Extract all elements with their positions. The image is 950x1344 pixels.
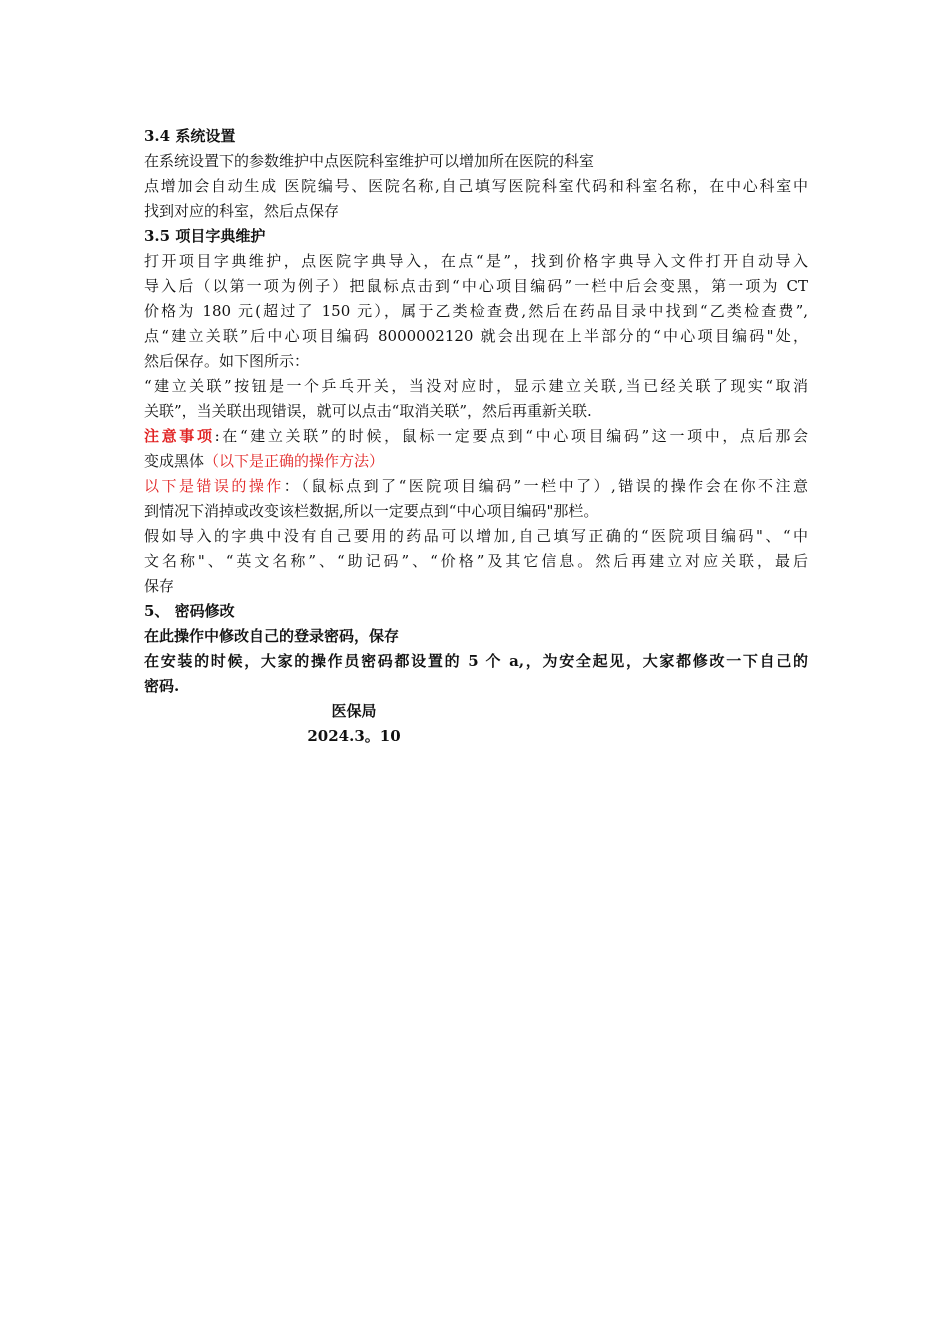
section-3-5-paragraph-1-line-3: 价格为 180 元(超过了 150 元），属于乙类检查费,然后在药品目录中找到“乙类检查费”, bbox=[144, 302, 808, 320]
wrong-operation-label: 以下是错误的操作 bbox=[144, 477, 284, 495]
section-5-paragraph-2-line-2: 密码. bbox=[144, 677, 180, 695]
section-3-5-paragraph-2-line-1: “建立关联”按钮是一个乒乓开关，当没对应时，显示建立关联,当已经关联了现实“取消 bbox=[144, 377, 808, 395]
signature-date: 2024.3。10 bbox=[307, 727, 401, 745]
section-3-5-heading: 3.5 项目字典维护 bbox=[144, 227, 266, 245]
section-3-4-paragraph-2-line-2: 找到对应的科室，然后点保存 bbox=[144, 202, 340, 220]
add-entry-line-1: 假如导入的字典中没有自己要用的药品可以增加,自己填写正确的“医院项目编码"、“中 bbox=[144, 527, 808, 545]
wrong-operation-line-1 bbox=[144, 474, 808, 499]
note-correct-method: （以下是正确的操作方法） bbox=[204, 452, 385, 470]
wrong-operation-line-2: 到情况下消掉或改变该栏数据,所以一定要点到“中心项目编码"那栏。 bbox=[144, 502, 599, 520]
document-body bbox=[144, 124, 808, 749]
section-3-5-paragraph-1-line-4: 点“建立关联”后中心项目编码 8000002120 就会出现在上半部分的“中心项目编码"处， bbox=[144, 327, 808, 345]
section-5-heading: 5、 密码修改 bbox=[144, 602, 235, 620]
section-3-5-paragraph-1-line-2: 导入后（以第一项为例子）把鼠标点击到“中心项目编码”一栏中后会变黑，第一项为 CT bbox=[144, 277, 808, 295]
signature-org: 医保局 bbox=[331, 702, 377, 720]
note-line-1 bbox=[144, 424, 808, 449]
section-5-paragraph-1: 在此操作中修改自己的登录密码，保存 bbox=[144, 627, 400, 645]
section-3-4-paragraph-2-line-1: 点增加会自动生成 医院编号、医院名称,自己填写医院科室代码和科室名称，在中心科室中 bbox=[144, 177, 808, 195]
note-text-continued: 变成黑体 bbox=[144, 452, 205, 470]
note-text: :在“建立关联”的时候，鼠标一定要点到“中心项目编码”这一项中，点后那会 bbox=[214, 427, 808, 445]
section-3-4-paragraph-1: 在系统设置下的参数维护中点医院科室维护可以增加所在医院的科室 bbox=[144, 152, 595, 170]
note-line-2 bbox=[144, 449, 808, 474]
add-entry-line-2: 文名称"、“英文名称”、“助记码”、“价格”及其它信息。然后再建立对应关联，最后 bbox=[144, 552, 808, 570]
section-3-5-paragraph-1-line-5: 然后保存。如下图所示： bbox=[144, 352, 310, 370]
section-5-paragraph-2-line-1: 在安装的时候，大家的操作员密码都设置的 5 个 a,，为安全起见，大家都修改一下自己的 bbox=[144, 652, 808, 670]
add-entry-line-3: 保存 bbox=[144, 577, 175, 595]
note-label: 注意事项 bbox=[144, 427, 215, 445]
section-3-4-heading: 3.4 系统设置 bbox=[144, 127, 236, 145]
section-3-5-paragraph-2-line-2: 关联”，当关联出现错误，就可以点击“取消关联”，然后再重新关联. bbox=[144, 402, 592, 420]
wrong-operation-text: ：（鼠标点到了“医院项目编码”一栏中了）,错误的操作会在你不注意 bbox=[283, 477, 808, 495]
section-3-5-paragraph-1-line-1: 打开项目字典维护，点医院字典导入，在点“是”，找到价格字典导入文件打开自动导入 bbox=[144, 252, 808, 270]
